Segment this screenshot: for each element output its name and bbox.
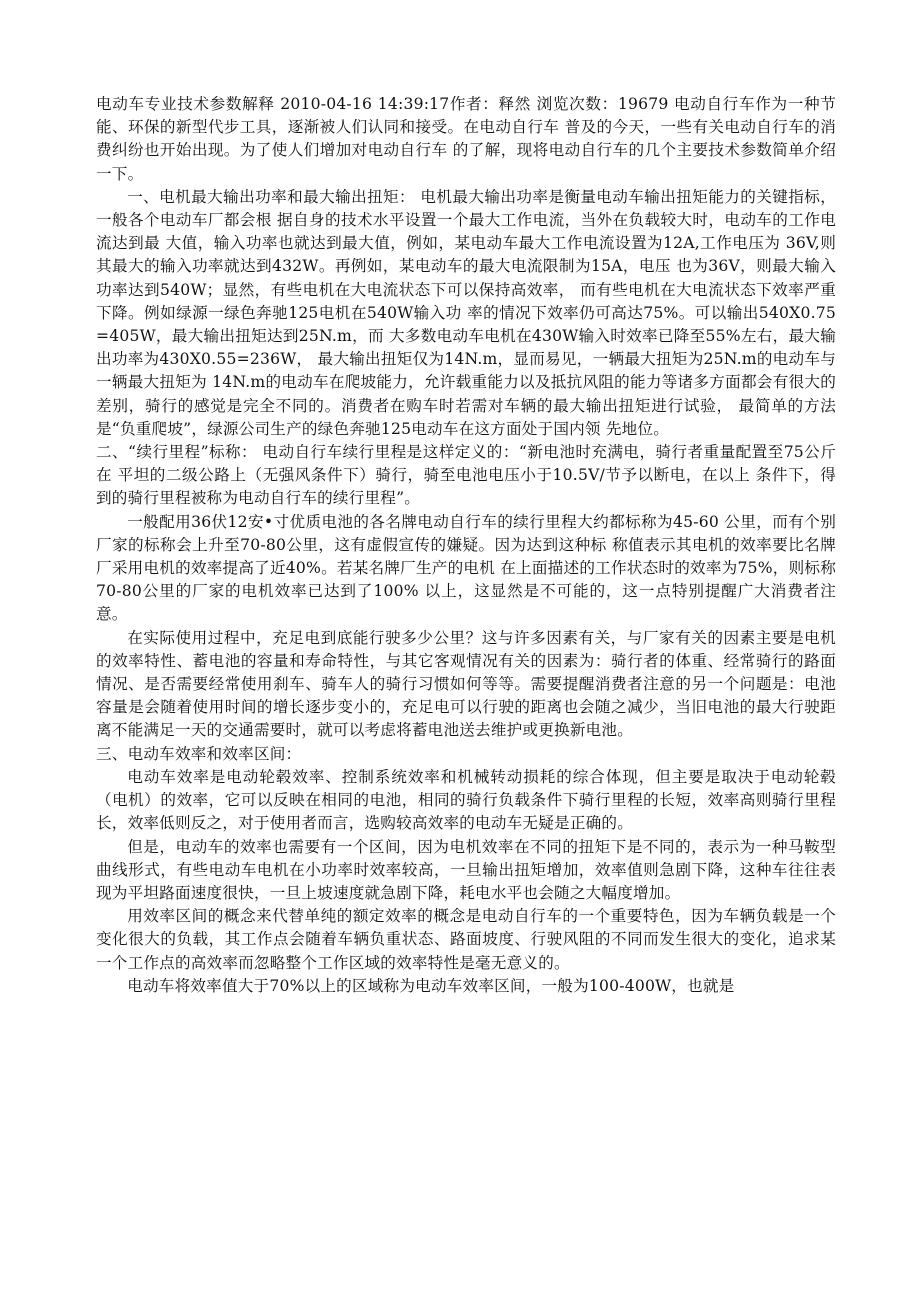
range-claims-paragraph: 一般配用36伏12安•寸优质电池的各名牌电动自行车的续行里程大约都标称为45-60 公里，而有个别厂家的标称会上升至70-80公里，这有虚假宣传的嫌疑。因为达到这种标 称值表示其电机的效率要比名牌厂采用电机的效率提高了近40%。若某名牌厂生产的电机 在上面描述的工作状态时的效率为75%，则标称70-80公里的厂家的电机效率已达到了100% 以上，这显然是不可能的，这一点特别提醒广大消费者注意。: [96, 512, 836, 624]
section-3-heading: 三、电动车效率和效率区间：: [96, 744, 302, 763]
efficiency-zone-paragraph: 电动车将效率值大于70%以上的区域称为电动车效率区间，一般为100-400W，也就是: [127, 976, 735, 995]
section-2-range-paragraph: 二、“续行里程”标称： 电动自行车续行里程是这样定义的：“新电池时充满电，骑行者重量配置至75公斤在 平坦的二级公路上（无强风条件下）骑行，骑至电池电压小于10.5V/节予以断电，在以上 条件下，得到的骑行里程被称为电动自行车的续行里程”。: [96, 443, 836, 508]
document-page: [96, 93, 836, 998]
section-1-motor-power-paragraph: 一、电机最大输出功率和最大输出扭矩： 电机最大输出功率是衡量电动车输出扭矩能力的关键指标，一般各个电动车厂都会根 据自身的技术水平设置一个最大工作电流，当外在负载较大时，电动车的工作电流达到最 大值，输入功率也就达到最大值，例如，某电动车最大工作电流设置为12A,工作电压为 36V,则其最大的输入功率就达到432W。再例如，某电动车的最大电流限制为15A，电压 也为36V，则最大输入功率达到540W；显然，有些电机在大电流状态下可以保持高效率， 而有些电机在大电流状态下效率严重下降。例如绿源一绿色奔驰125电机在540W输入功 率的情况下效率仍可高达75%。可以输出540X0.75=405W，最大输出扭矩达到25N.m，而 大多数电动车电机在430W输入时效率已降至55%左右，最大输出功率为430X0.55=236W， 最大输出扭矩仅为14N.m，显而易见，一辆最大扭矩为25N.m的电动车与一辆最大扭矩为 14N.m的电动车在爬坡能力，允许载重能力以及抵抗风阻的能力等诸多方面都会有很大的 差别，骑行的感觉是完全不同的。消费者在购车时若需对车辆的最大输出扭矩进行试验， 最简单的方法是“负重爬坡”，绿源公司生产的绿色奔驰125电动车在这方面处于国内领 先地位。: [96, 187, 836, 438]
efficiency-paragraph: 电动车效率是电动轮毂效率、控制系统效率和机械转动损耗的综合体现，但主要是取决于电动轮毂（电机）的效率，它可以反映在相同的电池，相同的骑行负载条件下骑行里程的长短，效率高则骑行里程长，效率低则反之，对于使用者而言，选购较高效率的电动车无疑是正确的。: [96, 767, 836, 833]
efficiency-concept-paragraph: 用效率区间的概念来代替单纯的额定效率的概念是电动自行车的一个重要特色，因为车辆负载是一个变化很大的负载，其工作点会随着车辆负重状态、路面坡度、行驶风阻的不同而发生很大的变化，追求某一个工作点的高效率而忽略整个工作区域的效率特性是毫无意义的。: [96, 907, 836, 972]
actual-range-paragraph: 在实际使用过程中，充足电到底能行驶多少公里？这与许多因素有关，与厂家有关的因素主要是电机的效率特性、蓄电池的容量和寿命特性，与其它客观情况有关的因素为：骑行者的体重、经常骑行的路面情况、是否需要经常使用刹车、骑车人的骑行习惯如何等等。需要提醒消费者注意的另一个问题是：电池容量是会随着使用时间的增长逐步变小的，充足电可以行驶的距离也会随之减少，当旧电池的最大行驶距离不能满足一天的交通需要时，就可以考虑将蓄电池送去维护或更换新电池。: [96, 628, 836, 740]
efficiency-range-paragraph: 但是，电动车的效率也需要有一个区间，因为电机效率在不同的扭矩下是不同的，表示为一种马鞍型曲线形式，有些电动车电机在小功率时效率较高，一旦输出扭矩增加，效率值则急剧下降，这种车往往表现为平坦路面速度很快，一旦上坡速度就急剧下降，耗电水平也会随之大幅度增加。: [96, 837, 836, 902]
intro-paragraph: 电动车专业技术参数解释 2010-04-16 14:39:17作者：释然 浏览次数：19679 电动自行车作为一种节能、环保的新型代步工具，逐渐被人们认同和接受。在电动自行车 普及的今天，一些有关电动自行车的消费纠纷也开始出现。为了使人们增加对电动自行车 的了解，现将电动自行车的几个主要技术参数简单介绍一下。: [96, 95, 836, 183]
